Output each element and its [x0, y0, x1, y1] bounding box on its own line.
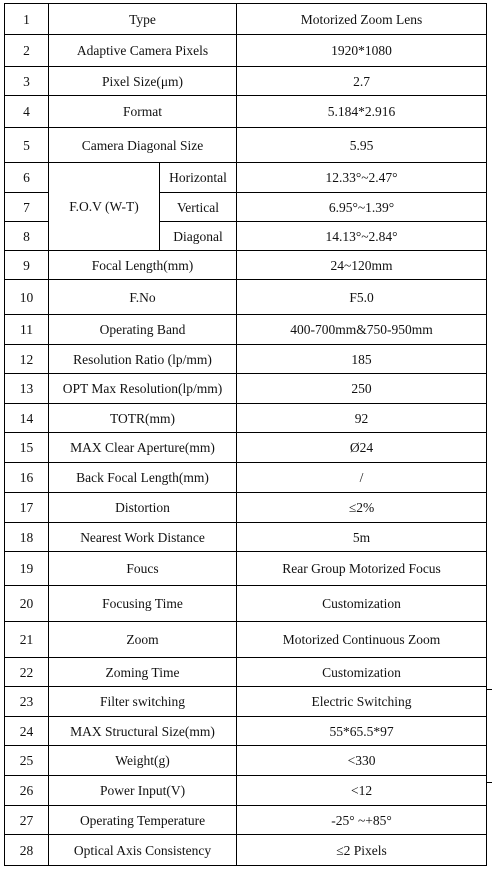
- parameter-name: Weight(g): [49, 746, 237, 776]
- table-row: [5, 280, 487, 315]
- row-number: 7: [5, 193, 49, 222]
- row-number: 23: [5, 687, 49, 717]
- parameter-name: F.No: [49, 280, 237, 315]
- table-row: [5, 776, 487, 806]
- parameter-value: 2.7: [237, 67, 487, 96]
- spec-table: [4, 3, 487, 866]
- row-number: 20: [5, 586, 49, 622]
- parameter-value: Electric Switching: [237, 687, 487, 717]
- parameter-name: Optical Axis Consistency: [49, 835, 237, 866]
- parameter-name: Back Focal Length(mm): [49, 463, 237, 493]
- parameter-name: OPT Max Resolution(lp/mm): [49, 374, 237, 404]
- row-number: 15: [5, 433, 49, 463]
- table-row: [5, 315, 487, 345]
- parameter-value: 5.95: [237, 128, 487, 163]
- row-number: 24: [5, 717, 49, 746]
- table-row: [5, 96, 487, 128]
- parameter-value: 55*65.5*97: [237, 717, 487, 746]
- table-row: [5, 35, 487, 67]
- fov-group-label: F.O.V (W-T): [49, 163, 160, 251]
- parameter-name: Zoming Time: [49, 658, 237, 687]
- table-row: [5, 67, 487, 96]
- table-row: [5, 622, 487, 658]
- parameter-name: Camera Diagonal Size: [49, 128, 237, 163]
- table-row: [5, 658, 487, 687]
- parameter-name: Adaptive Camera Pixels: [49, 35, 237, 67]
- parameter-value: 14.13°~2.84°: [237, 222, 487, 251]
- row-number: 5: [5, 128, 49, 163]
- parameter-value: F5.0: [237, 280, 487, 315]
- spec-table-body: [5, 4, 487, 866]
- parameter-name: Operating Band: [49, 315, 237, 345]
- parameter-name: Pixel Size(μm): [49, 67, 237, 96]
- table-row: [5, 404, 487, 433]
- row-number: 2: [5, 35, 49, 67]
- parameter-name: Focal Length(mm): [49, 251, 237, 280]
- parameter-value: <330: [237, 746, 487, 776]
- table-row: [5, 746, 487, 776]
- parameter-name: TOTR(mm): [49, 404, 237, 433]
- table-row: [5, 806, 487, 835]
- row-number: 9: [5, 251, 49, 280]
- parameter-value: ≤2 Pixels: [237, 835, 487, 866]
- row-number: 6: [5, 163, 49, 193]
- table-row: [5, 717, 487, 746]
- table-row: [5, 251, 487, 280]
- row-number: 13: [5, 374, 49, 404]
- parameter-value: <12: [237, 776, 487, 806]
- row-number: 28: [5, 835, 49, 866]
- edge-mark: [487, 782, 492, 783]
- parameter-name: Diagonal: [160, 222, 237, 251]
- parameter-value: Customization: [237, 586, 487, 622]
- parameter-value: Motorized Zoom Lens: [237, 4, 487, 35]
- parameter-value: 250: [237, 374, 487, 404]
- table-row: [5, 523, 487, 552]
- row-number: 11: [5, 315, 49, 345]
- row-number: 19: [5, 552, 49, 586]
- table-row: [5, 433, 487, 463]
- parameter-name: Resolution Ratio (lp/mm): [49, 345, 237, 374]
- table-row: [5, 374, 487, 404]
- parameter-name: Foucs: [49, 552, 237, 586]
- row-number: 3: [5, 67, 49, 96]
- parameter-name: Format: [49, 96, 237, 128]
- parameter-value: 24~120mm: [237, 251, 487, 280]
- parameter-name: MAX Structural Size(mm): [49, 717, 237, 746]
- parameter-name: Operating Temperature: [49, 806, 237, 835]
- table-row: [5, 128, 487, 163]
- table-row: [5, 835, 487, 866]
- parameter-name: MAX Clear Aperture(mm): [49, 433, 237, 463]
- row-number: 25: [5, 746, 49, 776]
- table-row: [5, 552, 487, 586]
- row-number: 16: [5, 463, 49, 493]
- parameter-name: Vertical: [160, 193, 237, 222]
- parameter-value: 185: [237, 345, 487, 374]
- parameter-name: Type: [49, 4, 237, 35]
- parameter-value: 5m: [237, 523, 487, 552]
- parameter-value: Ø24: [237, 433, 487, 463]
- row-number: 18: [5, 523, 49, 552]
- parameter-name: Zoom: [49, 622, 237, 658]
- table-row: [5, 687, 487, 717]
- parameter-name: Horizontal: [160, 163, 237, 193]
- parameter-name: Distortion: [49, 493, 237, 523]
- parameter-name: Focusing Time: [49, 586, 237, 622]
- row-number: 21: [5, 622, 49, 658]
- table-row: [5, 163, 487, 193]
- row-number: 1: [5, 4, 49, 35]
- row-number: 26: [5, 776, 49, 806]
- parameter-value: 92: [237, 404, 487, 433]
- row-number: 10: [5, 280, 49, 315]
- parameter-value: -25° ~+85°: [237, 806, 487, 835]
- table-row: [5, 586, 487, 622]
- edge-mark: [487, 689, 492, 690]
- parameter-value: ≤2%: [237, 493, 487, 523]
- parameter-value: 12.33°~2.47°: [237, 163, 487, 193]
- parameter-value: /: [237, 463, 487, 493]
- row-number: 14: [5, 404, 49, 433]
- row-number: 17: [5, 493, 49, 523]
- parameter-value: 5.184*2.916: [237, 96, 487, 128]
- table-row: [5, 463, 487, 493]
- row-number: 4: [5, 96, 49, 128]
- parameter-value: Customization: [237, 658, 487, 687]
- parameter-value: Motorized Continuous Zoom: [237, 622, 487, 658]
- parameter-value: 1920*1080: [237, 35, 487, 67]
- parameter-name: Filter switching: [49, 687, 237, 717]
- parameter-value: Rear Group Motorized Focus: [237, 552, 487, 586]
- row-number: 12: [5, 345, 49, 374]
- row-number: 22: [5, 658, 49, 687]
- row-number: 27: [5, 806, 49, 835]
- table-row: [5, 4, 487, 35]
- parameter-value: 6.95°~1.39°: [237, 193, 487, 222]
- table-row: [5, 493, 487, 523]
- parameter-value: 400-700mm&750-950mm: [237, 315, 487, 345]
- table-row: [5, 345, 487, 374]
- parameter-name: Power Input(V): [49, 776, 237, 806]
- parameter-name: Nearest Work Distance: [49, 523, 237, 552]
- row-number: 8: [5, 222, 49, 251]
